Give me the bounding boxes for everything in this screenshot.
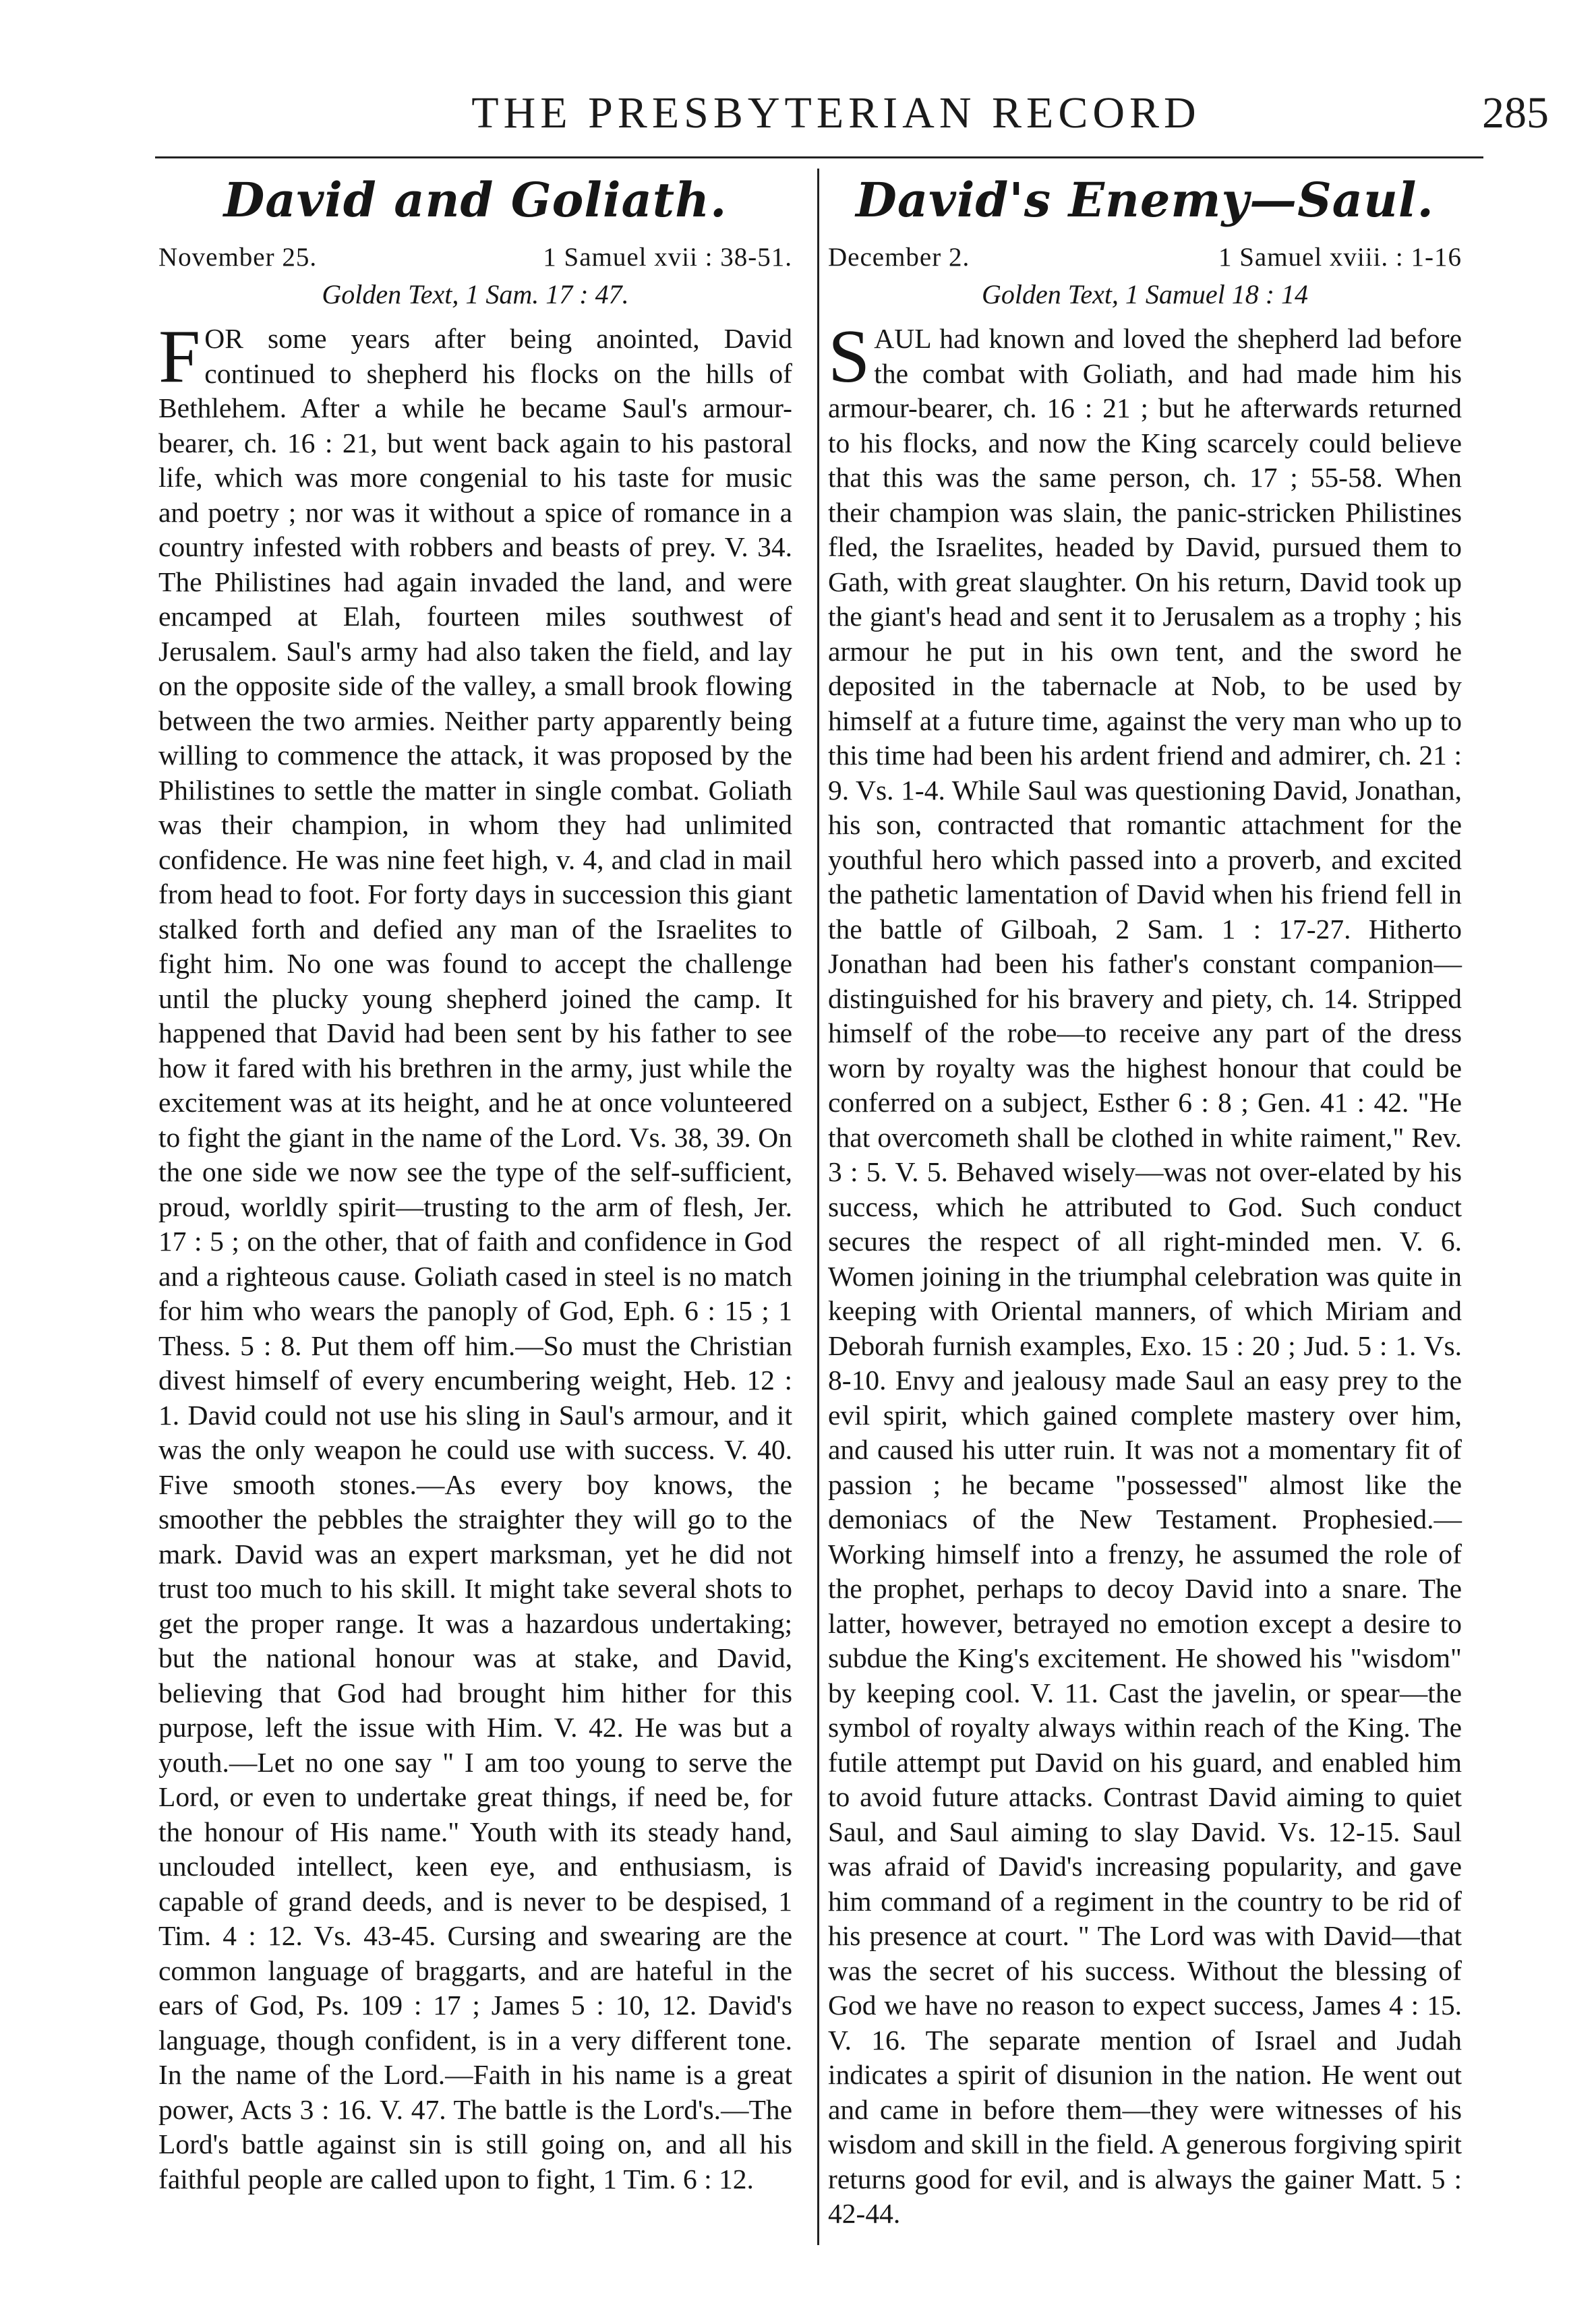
lesson-date: November 25. bbox=[158, 243, 318, 272]
scripture-reference: 1 Samuel xviii. : 1-16 bbox=[1218, 243, 1462, 272]
drop-cap: S bbox=[828, 315, 870, 398]
lesson-date: December 2. bbox=[828, 243, 970, 272]
running-title: THE PRESBYTERIAN RECORD bbox=[471, 88, 1201, 138]
golden-text: Golden Text, 1 Sam. 17 : 47. bbox=[322, 279, 629, 309]
header-rule bbox=[155, 156, 1483, 158]
article-title: David and Goliath. bbox=[223, 172, 728, 228]
article-body bbox=[828, 315, 1462, 2232]
article-davids-enemy-saul bbox=[828, 172, 1462, 2232]
lesson-meta bbox=[828, 241, 1462, 274]
drop-cap: F bbox=[158, 315, 201, 398]
page-number: 285 bbox=[1482, 88, 1549, 138]
lesson-meta bbox=[158, 241, 792, 274]
scripture-reference: 1 Samuel xvii : 38-51. bbox=[543, 243, 792, 272]
article-body bbox=[158, 315, 792, 2197]
article-text: AUL had known and loved the shepherd lad before the combat with Goliath, and had made him his armour-bearer, ch. 16 : 21 ; but he afterwards returned to his flocks, and now the King scarcely could believe that this was the same person, ch. 17 ; 55-58. When their champion was slain, the panic-stricken Philistines fled, the Israelites, headed by David, pursued them to Gath, with great slaughter. On his return, David took up the giant's head and sent it to Jerusalem as a trophy ; his armour he put in his own tent, and the sword he deposited in the tabernacle at Nob, to be used by himself at a future time, against the very man who up to this time had been his ardent friend and admirer, ch. 21 : 9. Vs. 1-4. While Saul was questioning David, Jonathan, his son, contracted that romantic attachment for the youthful hero which passed into a proverb, and excited the pathetic lamentation of David when his friend fell in the battle of Gilboah, 2 Sam. 1 : 17-27. Hitherto Jonathan had been his father's constant companion—distinguished for his bravery and piety, ch. 14. Stripped himself of the robe—to receive any part of the dress worn by royalty was the highest honour that could be conferred on a subject, Esther 6 : 8 ; Gen. 41 : 42. "He that overcometh shall be clothed in white raiment," Rev. 3 : 5. V. 5. Behaved wisely—was not over-elated by his success, which he attributed to God. Such conduct secures the respect of all right-minded men. V. 6. Women joining in the triumphal celebration was quite in keeping with Oriental manners, of which Miriam and Deborah furnish examples, Exo. 15 : 20 ; Jud. 5 : 1. Vs. 8-10. Envy and jealousy made Saul an easy prey to the evil spirit, which gained complete mastery over him, and caused his utter ruin. It was not a momentary fit of passion ; he became "possessed" almost like the demoniacs of the New Testament. Prophesied.—Working himself into a frenzy, he assumed the role of the prophet, perhaps to decoy David into a snare. The latter, however, betrayed no emotion except a desire to subdue the King's excitement. He showed his "wisdom" by keeping cool. V. 11. Cast the javelin, or spear—the symbol of royalty always within reach of the King. The futile attempt put David on his guard, and enabled him to avoid future attacks. Contrast David aiming to quiet Saul, and Saul aiming to slay David. Vs. 12-15. Saul was afraid of David's increasing popularity, and gave him command of a regiment in the country to be rid of his presence at court. " The Lord was with David—that was the secret of his success. Without the blessing of God we have no reason to expect success, James 4 : 15. V. 16. The separate mention of Israel and Judah indicates a spirit of disunion in the nation. He went out and came in before them—they were witnesses of his wisdom and skill in the field. A generous forgiving spirit returns good for evil, and is always the gainer Matt. 5 : 42-44. bbox=[828, 323, 1462, 2229]
column-divider bbox=[817, 169, 819, 2245]
article-david-and-goliath bbox=[158, 172, 792, 2197]
article-text: OR some years after being anointed, David continued to shepherd his flocks on the hills of Bethlehem. After a while he became Saul's armour-bearer, ch. 16 : 21, but went back again to his pastoral life, which was more congenial to his taste for music and poetry ; nor was it without a spice of romance in a country infested with robbers and beasts of prey. V. 34. The Philistines had again invaded the land, and were encamped at Elah, fourteen miles southwest of Jerusalem. Saul's army had also taken the field, and lay on the opposite side of the valley, a small brook flowing between the two armies. Neither party apparently being willing to commence the attack, it was proposed by the Philistines to settle the matter in single combat. Goliath was their champion, in whom they had unlimited confidence. He was nine feet high, v. 4, and clad in mail from head to foot. For forty days in succession this giant stalked forth and defied any man of the Israelites to fight him. No one was found to accept the challenge until the plucky young shepherd joined the camp. It happened that David had been sent by his father to see how it fared with his brethren in the army, just while the excitement was at its height, and he at once volunteered to fight the giant in the name of the Lord. Vs. 38, 39. On the one side we now see the type of the self-sufficient, proud, worldly spirit—trusting to the arm of flesh, Jer. 17 : 5 ; on the other, that of faith and confidence in God and a righteous cause. Goliath cased in steel is no match for him who wears the panoply of God, Eph. 6 : 15 ; 1 Thess. 5 : 8. Put them off him.—So must the Christian divest himself of every encumbering weight, Heb. 12 : 1. David could not use his sling in Saul's armour, and it was the only weapon he could use with success. V. 40. Five smooth stones.—As every boy knows, the smoother the pebbles the straighter they will go to the mark. David was an expert marksman, yet he did not trust too much to his skill. It might take several shots to get the proper range. It was a hazardous undertaking; but the national honour was at stake, and David, believing that God had brought him hither for this purpose, left the issue with Him. V. 42. He was but a youth.—Let no one say " I am too young to serve the Lord, or even to undertake great things, if need be, for the honour of His name." Youth with its steady hand, unclouded intellect, keen eye, and enthusiasm, is capable of grand deeds, and is never to be despised, 1 Tim. 4 : 12. Vs. 43-45. Cursing and swearing are the common language of braggarts, and are hateful in the ears of God, Ps. 109 : 17 ; James 5 : 10, 12. David's language, though confident, is in a very different tone. In the name of the Lord.—Faith in his name is a great power, Acts 3 : 16. V. 47. The battle is the Lord's.—The Lord's battle against sin is still going on, and all his faithful people are called upon to fight, 1 Tim. 6 : 12. bbox=[158, 323, 792, 2195]
golden-text: Golden Text, 1 Samuel 18 : 14 bbox=[981, 279, 1309, 309]
article-title: David's Enemy—Saul. bbox=[856, 172, 1434, 228]
